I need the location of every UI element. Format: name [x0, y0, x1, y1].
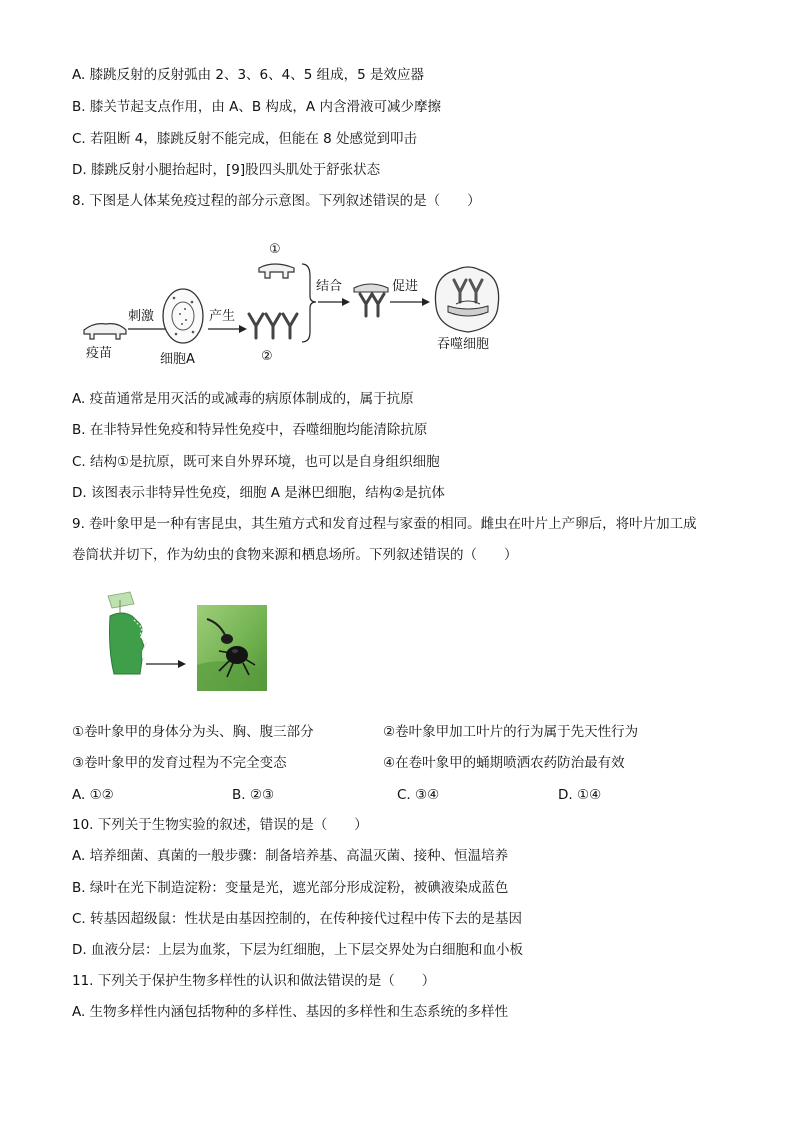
q9-stem-line1: 9. 卷叶象甲是一种有害昆虫，其生殖方式和发育过程与家蚕的相同。雌虫在叶片上产卵后，将叶片加工成	[72, 516, 697, 532]
phagocyte-label: 吞噬细胞	[437, 337, 490, 352]
q7-option-c: C. 若阻断 4，膝跳反射不能完成，但能在 8 处感觉到叩击	[72, 131, 418, 147]
q11-stem: 11. 下列关于保护生物多样性的认识和做法错误的是（ ）	[72, 973, 436, 989]
q8-option-a: A. 疫苗通常是用灭活的或减毒的病原体制成的，属于抗原	[72, 391, 414, 407]
vaccine-label: 疫苗	[86, 346, 113, 361]
antigen-shape	[259, 264, 294, 278]
combine-label: 结合	[316, 279, 343, 294]
q9-stem-line2: 卷筒状并切下，作为幼虫的食物来源和栖息场所。下列叙述错误的（ ）	[72, 547, 518, 563]
circle-2-label: ②	[261, 349, 273, 364]
q10-option-d: D. 血液分层：上层为血浆，下层为红细胞，上下层交界处为白细胞和血小板	[72, 942, 523, 958]
q10-option-c: C. 转基因超级鼠：性状是由基因控制的，在传种接代过程中传下去的是基因	[72, 911, 523, 927]
q8-option-b: B. 在非特异性免疫和特异性免疫中，吞噬细胞均能清除抗原	[72, 422, 428, 438]
q7-option-a: A. 膝跳反射的反射弧由 2、3、6、4、5 组成，5 是效应器	[72, 67, 424, 83]
q8-option-c: C. 结构①是抗原，既可来自外界环境，也可以是自身组织细胞	[72, 454, 440, 470]
cell-a-label: 细胞A	[160, 352, 195, 367]
rolled-leaf-illustration	[100, 590, 190, 680]
q8-stem: 8. 下图是人体某免疫过程的部分示意图。下列叙述错误的是（ ）	[72, 193, 481, 209]
immune-process-diagram	[76, 236, 516, 376]
q9-option-c: C. ③④	[397, 787, 440, 803]
circle-1-label: ①	[269, 242, 281, 257]
promote-label: 促进	[392, 279, 419, 294]
q8-option-d: D. 该图表示非特异性免疫，细胞 A 是淋巴细胞，结构②是抗体	[72, 485, 445, 501]
q9-option-b: B. ②③	[232, 787, 275, 803]
q9-statement-4: ④在卷叶象甲的蛹期喷洒农药防治最有效	[383, 755, 625, 771]
brace	[302, 264, 316, 342]
q9-option-a: A. ①②	[72, 787, 114, 803]
q7-option-d: D. 膝跳反射小腿抬起时，[9]股四头肌处于舒张状态	[72, 162, 381, 178]
q9-statement-3: ③卷叶象甲的发育过程为不完全变态	[72, 755, 287, 771]
q10-option-a: A. 培养细菌、真菌的一般步骤：制备培养基、高温灭菌、接种、恒温培养	[72, 848, 509, 864]
weevil-photo	[197, 605, 267, 691]
antigen-antibody-complex	[354, 284, 388, 316]
vaccine-shape	[84, 324, 126, 339]
cell-a-shape	[163, 289, 203, 343]
stimulate-label: 刺激	[128, 309, 155, 324]
antibody-shapes	[249, 314, 297, 338]
q11-option-a: A. 生物多样性内涵包括物种的多样性、基因的多样性和生态系统的多样性	[72, 1004, 509, 1020]
q9-statement-1: ①卷叶象甲的身体分为头、胸、腹三部分	[72, 724, 314, 740]
q9-statement-2: ②卷叶象甲加工叶片的行为属于先天性行为	[383, 724, 639, 740]
q10-option-b: B. 绿叶在光下制造淀粉：变量是光，遮光部分形成淀粉，被碘液染成蓝色	[72, 880, 509, 896]
q10-stem: 10. 下列关于生物实验的叙述，错误的是（ ）	[72, 817, 368, 833]
phagocyte-shape	[435, 267, 498, 332]
produce-label: 产生	[209, 309, 236, 324]
q9-option-d: D. ①④	[558, 787, 602, 803]
q7-option-b: B. 膝关节起支点作用，由 A、B 构成，A 内含滑液可减少摩擦	[72, 99, 441, 115]
